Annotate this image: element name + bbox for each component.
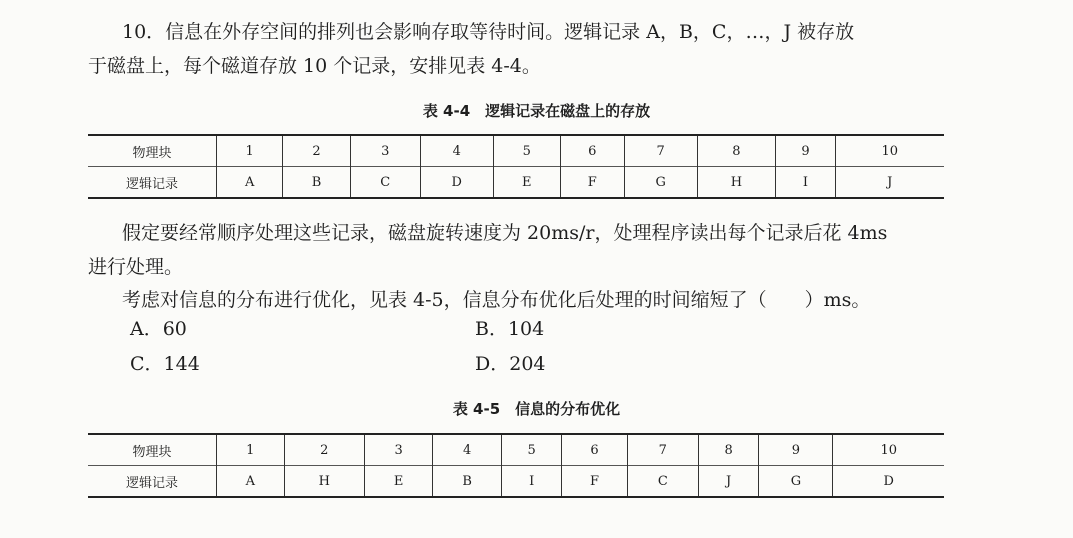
table-cell: F — [560, 167, 624, 199]
table-cell: B — [433, 466, 502, 498]
question-line-1: 10．信息在外存空间的排列也会影响存取等待时间。逻辑记录 A，B，C，…，J 被存放 — [122, 21, 855, 43]
table-cell: C — [627, 466, 698, 498]
table-cell: A — [217, 167, 283, 199]
table-cell: 3 — [350, 135, 420, 167]
row-header-physical-block: 物理块 — [88, 434, 217, 466]
table-cell: G — [759, 466, 833, 498]
table-cell: 7 — [627, 434, 698, 466]
table-cell: B — [283, 167, 350, 199]
table-cell: 3 — [364, 434, 432, 466]
table-cell: 10 — [835, 135, 944, 167]
option-b: B．104 — [475, 318, 545, 340]
table-row-logical-record — [88, 466, 944, 498]
table-cell: 4 — [433, 434, 502, 466]
table-cell: 1 — [217, 135, 283, 167]
table-cell: E — [364, 466, 432, 498]
table-cell: 5 — [502, 434, 562, 466]
table-row-logical-record — [88, 167, 944, 199]
table-4-5-caption: 表 4-5 信息的分布优化 — [452, 400, 621, 418]
table-cell: H — [697, 167, 776, 199]
table-cell: I — [502, 466, 562, 498]
table-cell: G — [624, 167, 697, 199]
option-a: A．60 — [130, 318, 187, 340]
table-cell: H — [284, 466, 364, 498]
option-c: C．144 — [130, 353, 200, 375]
table-cell: 2 — [284, 434, 364, 466]
table-cell: 8 — [697, 135, 776, 167]
table-cell: 9 — [759, 434, 833, 466]
table-row-physical-block — [88, 135, 944, 167]
question-line-2: 于磁盘上，每个磁道存放 10 个记录，安排见表 4-4。 — [88, 55, 541, 77]
table-cell: 1 — [217, 434, 285, 466]
option-d: D．204 — [475, 353, 546, 375]
paragraph-2-line-1: 假定要经常顺序处理这些记录，磁盘旋转速度为 20ms/r，处理程序读出每个记录后花 4ms — [122, 222, 888, 244]
row-header-logical-record: 逻辑记录 — [88, 167, 217, 199]
table-cell: 8 — [698, 434, 758, 466]
table-cell: 7 — [624, 135, 697, 167]
table-cell: 9 — [776, 135, 835, 167]
table-cell: 2 — [283, 135, 350, 167]
table-cell: J — [835, 167, 944, 199]
table-cell: 4 — [420, 135, 493, 167]
table-cell: 5 — [493, 135, 560, 167]
table-cell: E — [493, 167, 560, 199]
table-cell: D — [420, 167, 493, 199]
table-row-physical-block — [88, 434, 944, 466]
table-cell: 10 — [833, 434, 944, 466]
table-4-5 — [88, 433, 944, 498]
table-4-4 — [88, 134, 944, 199]
table-4-4-caption: 表 4-4 逻辑记录在磁盘上的存放 — [422, 102, 651, 120]
table-cell: I — [776, 167, 835, 199]
table-cell: A — [217, 466, 285, 498]
table-cell: 6 — [560, 135, 624, 167]
paragraph-3: 考虑对信息的分布进行优化，见表 4-5，信息分布优化后处理的时间缩短了（ ）ms。 — [122, 289, 871, 311]
row-header-physical-block: 物理块 — [88, 135, 217, 167]
row-header-logical-record: 逻辑记录 — [88, 466, 217, 498]
table-cell: D — [833, 466, 944, 498]
paragraph-2-line-2: 进行处理。 — [88, 256, 184, 278]
table-cell: 6 — [562, 434, 627, 466]
table-cell: C — [350, 167, 420, 199]
table-cell: F — [562, 466, 627, 498]
table-cell: J — [698, 466, 758, 498]
